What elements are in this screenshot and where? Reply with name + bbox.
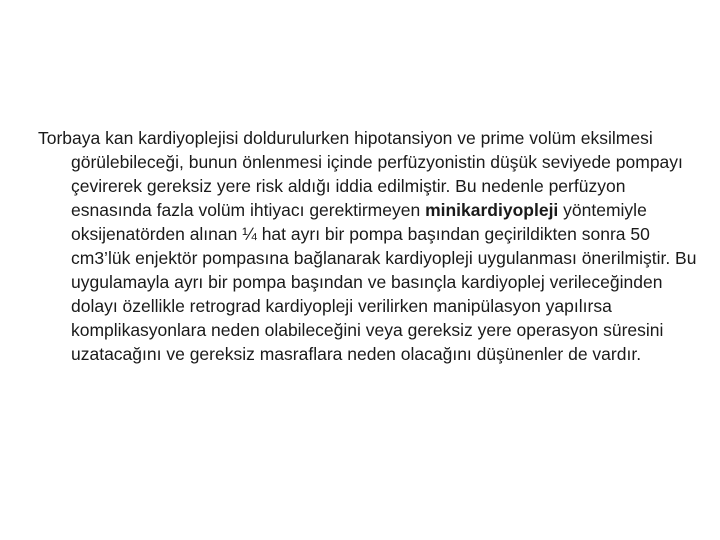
body-paragraph <box>38 126 701 366</box>
bold-term: minikardiyopleji <box>425 200 559 220</box>
paragraph-text-end: yöntemiyle oksijenatörden alınan ¼ hat ayrı bir pompa başından geçirildikten sonra 50 cm3’lük enjektör pompasına bağlanarak kardiyopleji uygulanması önerilmiştir. Bu uygulamayla ayrı bir pompa başından ve basınçla kardiyoplej verileceğinden dolayı özellikle retrograd kardiyopleji verilirken manipülasyon yapılırsa komplikasyonlara neden olabileceğini veya gereksiz yere operasyon süresini uzatacağını ve gereksiz masraflara neden olacağını düşünenler de vardır. <box>71 200 697 364</box>
paragraph-text-start: Torbaya kan kardiyoplejisi doldurulurken hipotansiyon ve prime volüm eksilmesi görülebileceği, bunun önlenmesi içinde perfüzyonistin düşük seviyede pompayı çevirerek gereksiz yere risk aldığı iddia edilmiştir. Bu nedenle perfüzyon esnasında fazla volüm ihtiyacı gerektirmeyen <box>38 128 683 220</box>
